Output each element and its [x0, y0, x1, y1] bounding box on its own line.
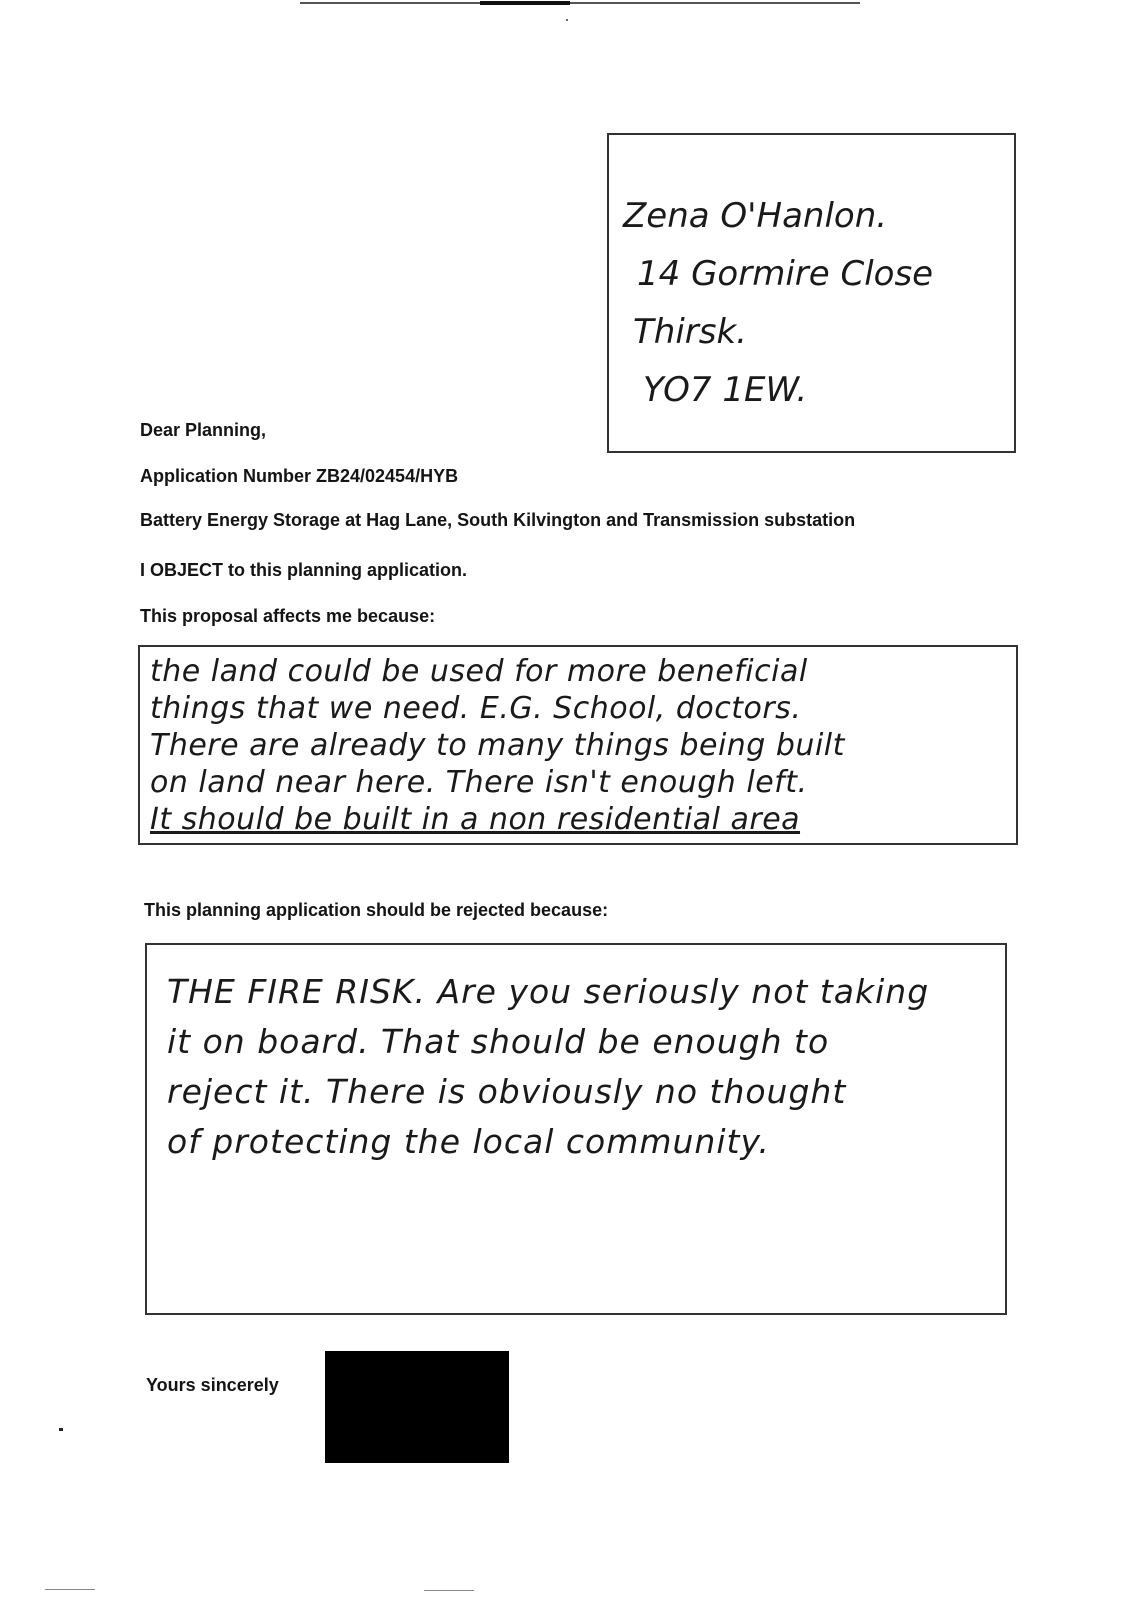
sender-name: Zena O'Hanlon.	[623, 196, 888, 236]
scan-artifact-bottom-line-left	[45, 1589, 95, 1590]
reject-line: it on board. That should be enough to	[167, 1022, 830, 1061]
reject-line: THE FIRE RISK. Are you seriously not taking	[167, 972, 930, 1011]
effects-line: the land could be used for more beneficial	[150, 654, 808, 689]
subject-line: Battery Energy Storage at Hag Lane, South Kilvington and Transmission substation	[140, 510, 856, 530]
sender-postcode: YO7 1EW.	[643, 370, 808, 410]
effects-line: things that we need. E.G. School, doctors.	[150, 691, 802, 726]
salutation: Dear Planning,	[140, 420, 267, 440]
reject-answer-box	[145, 943, 1007, 1315]
scan-artifact-top-line	[300, 2, 860, 4]
application-number: Application Number ZB24/02454/HYB	[140, 466, 459, 486]
sender-address-box	[607, 133, 1016, 453]
effects-line: It should be built in a non residential area	[150, 802, 801, 837]
scan-artifact-left-mark	[59, 1428, 63, 1431]
effects-line: on land near here. There isn't enough left.	[150, 765, 808, 800]
effects-line: There are already to many things being built	[150, 728, 845, 763]
reject-heading: This planning application should be rejected because:	[144, 900, 609, 920]
scan-artifact-dot	[566, 19, 568, 21]
effects-answer-box	[138, 645, 1018, 845]
objection-statement: I OBJECT to this planning application.	[140, 560, 468, 580]
closing: Yours sincerely	[146, 1375, 279, 1395]
sender-street: 14 Gormire Close	[637, 254, 934, 294]
sender-town: Thirsk.	[633, 312, 747, 352]
scan-artifact-bottom-line-mid	[424, 1590, 474, 1591]
effects-heading: This proposal affects me because:	[140, 606, 436, 626]
reject-line: of protecting the local community.	[167, 1122, 770, 1161]
scan-artifact-top-smudge	[480, 1, 570, 5]
redacted-signature	[325, 1351, 509, 1463]
reject-line: reject it. There is obviously no thought	[167, 1072, 847, 1111]
